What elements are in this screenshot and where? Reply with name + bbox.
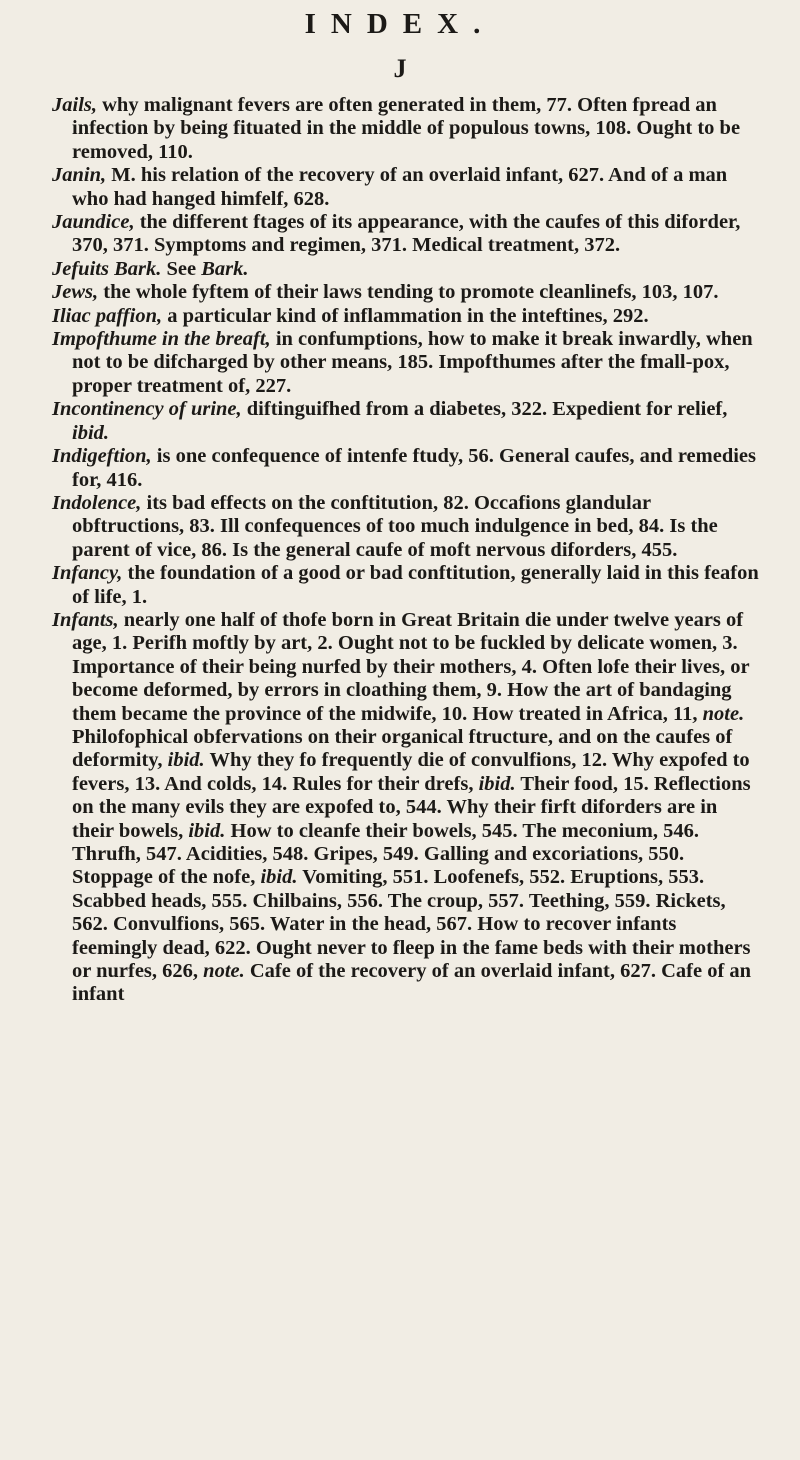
entry-heading: Infants, xyxy=(52,608,119,631)
entry-heading: Janin, xyxy=(52,164,107,187)
index-entry xyxy=(52,492,764,562)
index-entry xyxy=(52,258,764,281)
index-entry xyxy=(52,445,764,492)
index-entry xyxy=(52,94,764,164)
entry-heading: Incontinency of urine, xyxy=(52,398,242,421)
index-entry xyxy=(52,398,764,445)
entry-heading: Jails, xyxy=(52,94,97,116)
entry-heading: Jews, xyxy=(52,281,99,304)
entry-heading: Indolence, xyxy=(52,491,142,514)
index-entry xyxy=(52,305,764,328)
index-entries xyxy=(52,94,764,1007)
entry-text: the foundation of a good or bad conftitution, generally laid in this feafon of life, 1. xyxy=(72,562,759,608)
entry-heading: Indigeftion, xyxy=(52,445,152,468)
entry-text: M. his relation of the recovery of an overlaid infant, 627. And of a man who had hanged himfelf, 628. xyxy=(72,164,728,210)
index-entry xyxy=(52,164,764,211)
entry-text: is one confequence of intenfe ftudy, 56. General caufes, and remedies for, 416. xyxy=(72,445,756,491)
entry-heading: Jaundice, xyxy=(52,211,135,234)
entry-heading: Infancy, xyxy=(52,562,123,585)
index-entry xyxy=(52,562,764,609)
entry-heading: Iliac paffion, xyxy=(52,304,163,327)
index-entry xyxy=(52,211,764,258)
index-entry xyxy=(52,281,764,304)
index-entry xyxy=(52,328,764,398)
entry-text: the whole fyftem of their laws tending to promote cleanlinefs, 103, 107. xyxy=(98,281,719,304)
entry-heading: Impofthume in the breaft, xyxy=(52,328,271,351)
running-title: INDEX. xyxy=(304,8,496,40)
entry-text: in confumptions, how to make it break inwardly, when not to be difcharged by other means, 185. Impofthumes after the fmall-pox, proper treatment of, 227. xyxy=(72,328,753,397)
index-entry xyxy=(52,609,764,1007)
entry-text: a particular kind of inflammation in the inteftines, 292. xyxy=(162,304,649,327)
entry-text: See Bark. xyxy=(161,257,249,280)
entry-text: its bad effects on the conftitution, 82. Occafions glandular obftructions, 83. Ill confequences of too much indulgence in bed, 84. Is the parent of vice, 86. Is the general caufe of moft nervous diforders, 455. xyxy=(72,491,718,561)
entry-heading: Jefuits Bark. xyxy=(52,257,162,280)
section-letter: J xyxy=(393,54,407,83)
entry-text: nearly one half of thofe born in Great Britain die under twelve years of age, 1. Perifh moftly by art, 2. Ought not to be fuckled by delicate women, 3. Importance of their being nurfed by their mothers, 4. Often lofe their lives, or become deformed, by errors in cloathing them, 9. How the art of bandaging them became the province of the midwife, 10. How treated in Africa, 11, note. Philofophical obfervations on their organical ftructure, and on the caufes of deformity, ibid. Why they fo frequently die of convulfions, 12. Why expofed to fevers, 13. And colds, 14. Rules for their drefs, ibid. Their food, 15. Reflections on the many evils they are expofed to, 544. Why their firft diforders are in their bowels, ibid. How to cleanfe their bowels, 545. The meconium, 546. Thrufh, 547. Acidities, 548. Gripes, 549. Galling and excoriations, 550. Stoppage of the nofe, ibid. Vomiting, 551. Loofenefs, 552. Eruptions, 553. Scabbed heads, 555. Chilbains, 556. The croup, 557. Teething, 559. Rickets, 562. Convulfions, 565. Water in the head, 567. How to recover infants feemingly dead, 622. Ought never to fleep in the fame beds with their mothers or nurfes, 626, note. Cafe of the recovery of an overlaid infant, 627. Cafe of an infant xyxy=(72,608,752,1006)
entry-text: why malignant fevers are often generated in them, 77. Often fpread an infection by being fituated in the middle of populous towns, 108. Ought to be removed, 110. xyxy=(72,94,741,163)
entry-text: diftinguifhed from a diabetes, 322. Expedient for relief, ibid. xyxy=(72,398,728,444)
entry-text: the different ftages of its appearance, with the caufes of this diforder, 370, 371. Symptoms and regimen, 371. Medical treatment, 372. xyxy=(72,211,741,257)
